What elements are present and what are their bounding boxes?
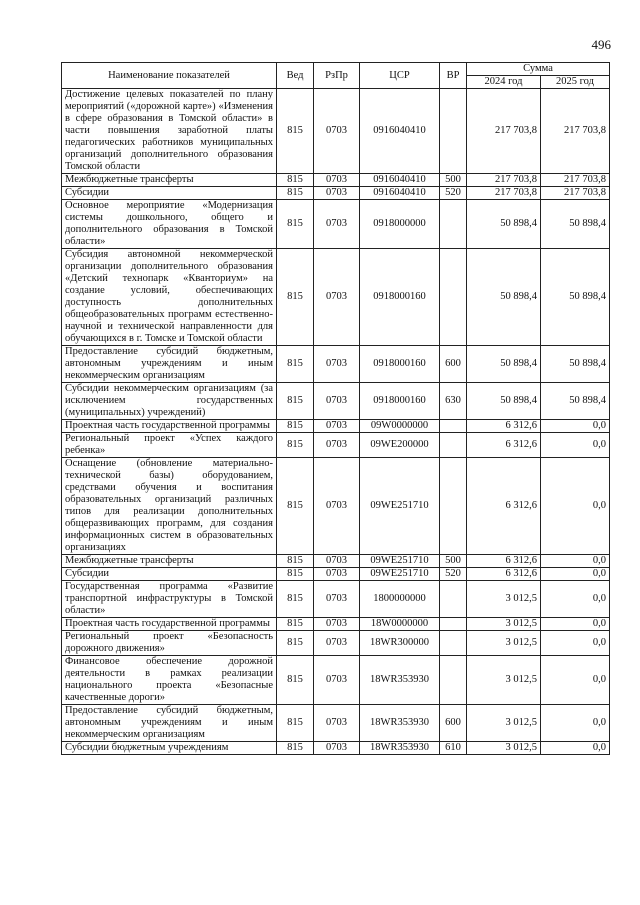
header-rzpr: РзПр <box>314 63 360 89</box>
cell-name: Региональный проект «Безопасность дорожного движения» <box>62 631 277 656</box>
cell-vr: 610 <box>440 742 467 755</box>
cell-name: Государственная программа «Развитие транспортной инфраструктуры в Томской области» <box>62 581 277 618</box>
table-row <box>62 742 610 755</box>
cell-y2024: 3 012,5 <box>467 618 541 631</box>
cell-vr <box>440 581 467 618</box>
cell-y2024: 50 898,4 <box>467 346 541 383</box>
cell-rzpr: 0703 <box>314 656 360 705</box>
cell-csr: 18WR353930 <box>360 705 440 742</box>
cell-name: Предоставление субсидий бюджетным, автономным учреждениям и иным некоммерческим организациям <box>62 705 277 742</box>
cell-csr: 0916040410 <box>360 89 440 174</box>
cell-y2024: 3 012,5 <box>467 581 541 618</box>
cell-y2025: 217 703,8 <box>541 187 610 200</box>
cell-name: Региональный проект «Успех каждого ребенка» <box>62 433 277 458</box>
table-row <box>62 555 610 568</box>
cell-rzpr: 0703 <box>314 89 360 174</box>
cell-rzpr: 0703 <box>314 581 360 618</box>
table-row <box>62 618 610 631</box>
cell-vr <box>440 420 467 433</box>
cell-y2024: 50 898,4 <box>467 383 541 420</box>
cell-y2024: 3 012,5 <box>467 705 541 742</box>
cell-vr: 500 <box>440 555 467 568</box>
cell-vr: 600 <box>440 346 467 383</box>
cell-name: Субсидии некоммерческим организациям (за исключением государственных (муниципальных) учреждений) <box>62 383 277 420</box>
cell-name: Проектная часть государственной программы <box>62 618 277 631</box>
cell-csr: 0918000000 <box>360 200 440 249</box>
cell-vr: 500 <box>440 174 467 187</box>
cell-rzpr: 0703 <box>314 174 360 187</box>
table-row <box>62 383 610 420</box>
cell-y2025: 0,0 <box>541 705 610 742</box>
cell-name: Финансовое обеспечение дорожной деятельности в рамках реализации национального проекта «Безопасные качественные дороги» <box>62 656 277 705</box>
cell-ved: 815 <box>277 174 314 187</box>
cell-csr: 09WE251710 <box>360 555 440 568</box>
cell-y2024: 50 898,4 <box>467 200 541 249</box>
cell-ved: 815 <box>277 89 314 174</box>
cell-rzpr: 0703 <box>314 200 360 249</box>
cell-rzpr: 0703 <box>314 346 360 383</box>
header-vr: ВР <box>440 63 467 89</box>
cell-rzpr: 0703 <box>314 249 360 346</box>
cell-rzpr: 0703 <box>314 420 360 433</box>
cell-rzpr: 0703 <box>314 631 360 656</box>
table-row <box>62 581 610 618</box>
cell-vr <box>440 249 467 346</box>
cell-csr: 1800000000 <box>360 581 440 618</box>
cell-ved: 815 <box>277 420 314 433</box>
cell-y2025: 0,0 <box>541 631 610 656</box>
cell-y2024: 3 012,5 <box>467 631 541 656</box>
cell-vr <box>440 631 467 656</box>
cell-csr: 09WE200000 <box>360 433 440 458</box>
cell-y2024: 6 312,6 <box>467 555 541 568</box>
cell-csr: 0918000160 <box>360 249 440 346</box>
table-row <box>62 458 610 555</box>
cell-csr: 0916040410 <box>360 174 440 187</box>
cell-ved: 815 <box>277 631 314 656</box>
cell-csr: 0916040410 <box>360 187 440 200</box>
cell-y2025: 0,0 <box>541 618 610 631</box>
table-row <box>62 705 610 742</box>
cell-y2025: 0,0 <box>541 555 610 568</box>
header-csr: ЦСР <box>360 63 440 89</box>
table-row <box>62 346 610 383</box>
cell-y2025: 50 898,4 <box>541 346 610 383</box>
cell-ved: 815 <box>277 200 314 249</box>
cell-name: Предоставление субсидий бюджетным, автономным учреждениям и иным некоммерческим организациям <box>62 346 277 383</box>
table-row <box>62 187 610 200</box>
cell-vr <box>440 618 467 631</box>
cell-y2025: 0,0 <box>541 656 610 705</box>
cell-y2025: 0,0 <box>541 742 610 755</box>
cell-csr: 09W0000000 <box>360 420 440 433</box>
header-2025: 2025 год <box>541 76 610 89</box>
cell-csr: 18WR353930 <box>360 656 440 705</box>
cell-ved: 815 <box>277 705 314 742</box>
cell-y2025: 0,0 <box>541 433 610 458</box>
cell-vr <box>440 458 467 555</box>
cell-rzpr: 0703 <box>314 568 360 581</box>
cell-ved: 815 <box>277 568 314 581</box>
cell-y2025: 0,0 <box>541 420 610 433</box>
cell-vr: 520 <box>440 187 467 200</box>
page-number: 496 <box>591 37 611 52</box>
cell-csr: 18WR300000 <box>360 631 440 656</box>
cell-ved: 815 <box>277 433 314 458</box>
cell-y2025: 50 898,4 <box>541 200 610 249</box>
cell-y2025: 217 703,8 <box>541 174 610 187</box>
cell-ved: 815 <box>277 346 314 383</box>
cell-vr: 630 <box>440 383 467 420</box>
cell-ved: 815 <box>277 249 314 346</box>
cell-rzpr: 0703 <box>314 705 360 742</box>
cell-y2024: 217 703,8 <box>467 174 541 187</box>
table-row <box>62 174 610 187</box>
cell-csr: 09WE251710 <box>360 568 440 581</box>
cell-vr: 520 <box>440 568 467 581</box>
cell-ved: 815 <box>277 383 314 420</box>
table-row <box>62 568 610 581</box>
cell-csr: 18W0000000 <box>360 618 440 631</box>
cell-y2024: 6 312,6 <box>467 433 541 458</box>
header-ved: Вед <box>277 63 314 89</box>
cell-name: Основное мероприятие «Модернизация системы дошкольного, общего и дополнительного образования в Томской области» <box>62 200 277 249</box>
cell-rzpr: 0703 <box>314 618 360 631</box>
cell-ved: 815 <box>277 555 314 568</box>
table-row <box>62 420 610 433</box>
cell-y2025: 217 703,8 <box>541 89 610 174</box>
table-row <box>62 200 610 249</box>
cell-rzpr: 0703 <box>314 433 360 458</box>
budget-table <box>61 62 610 755</box>
cell-y2025: 0,0 <box>541 568 610 581</box>
header-sum: Сумма <box>467 63 610 76</box>
cell-y2024: 6 312,6 <box>467 458 541 555</box>
cell-y2024: 3 012,5 <box>467 656 541 705</box>
cell-name: Субсидия автономной некоммерческой организации дополнительного образования «Детский технопарк «Кванториум» на создание условий, обеспечивающих доступность дополнительных общеобразовательных программ естественно-научной и технической направленности для обучающихся в г. Томске и Томской области <box>62 249 277 346</box>
cell-csr: 09WE251710 <box>360 458 440 555</box>
cell-ved: 815 <box>277 187 314 200</box>
cell-name: Достижение целевых показателей по плану мероприятий («дорожной карте») «Изменения в сфере образования в Томской области» в части повышения заработной платы педагогических работников муниципальных организаций дополнительного образования Томской области <box>62 89 277 174</box>
table-row <box>62 89 610 174</box>
header-name: Наименование показателей <box>62 63 277 89</box>
cell-y2025: 50 898,4 <box>541 249 610 346</box>
cell-csr: 0918000160 <box>360 346 440 383</box>
cell-y2024: 6 312,6 <box>467 568 541 581</box>
cell-rzpr: 0703 <box>314 458 360 555</box>
table-row <box>62 656 610 705</box>
cell-name: Оснащение (обновление материально-технической базы) оборудованием, средствами обучения и воспитания образовательных организаций различных типов для реализации дополнительных общеразвивающих программ, для создания информационных систем в образовательных организациях <box>62 458 277 555</box>
cell-name: Проектная часть государственной программы <box>62 420 277 433</box>
cell-name: Субсидии <box>62 568 277 581</box>
cell-name: Межбюджетные трансферты <box>62 555 277 568</box>
cell-rzpr: 0703 <box>314 383 360 420</box>
table-row <box>62 631 610 656</box>
cell-ved: 815 <box>277 618 314 631</box>
cell-ved: 815 <box>277 581 314 618</box>
cell-name: Субсидии бюджетным учреждениям <box>62 742 277 755</box>
cell-y2024: 217 703,8 <box>467 89 541 174</box>
cell-vr <box>440 433 467 458</box>
cell-y2025: 0,0 <box>541 458 610 555</box>
cell-y2024: 3 012,5 <box>467 742 541 755</box>
cell-rzpr: 0703 <box>314 742 360 755</box>
table-body <box>62 89 610 755</box>
table-row <box>62 249 610 346</box>
cell-vr <box>440 200 467 249</box>
cell-y2025: 0,0 <box>541 581 610 618</box>
cell-csr: 18WR353930 <box>360 742 440 755</box>
cell-csr: 0918000160 <box>360 383 440 420</box>
table-row <box>62 433 610 458</box>
cell-vr <box>440 89 467 174</box>
table-header <box>62 63 610 89</box>
cell-y2024: 217 703,8 <box>467 187 541 200</box>
cell-y2024: 50 898,4 <box>467 249 541 346</box>
cell-vr <box>440 656 467 705</box>
cell-y2024: 6 312,6 <box>467 420 541 433</box>
cell-ved: 815 <box>277 458 314 555</box>
cell-ved: 815 <box>277 742 314 755</box>
header-2024: 2024 год <box>467 76 541 89</box>
cell-y2025: 50 898,4 <box>541 383 610 420</box>
cell-name: Межбюджетные трансферты <box>62 174 277 187</box>
cell-rzpr: 0703 <box>314 555 360 568</box>
cell-ved: 815 <box>277 656 314 705</box>
cell-rzpr: 0703 <box>314 187 360 200</box>
cell-name: Субсидии <box>62 187 277 200</box>
cell-vr: 600 <box>440 705 467 742</box>
